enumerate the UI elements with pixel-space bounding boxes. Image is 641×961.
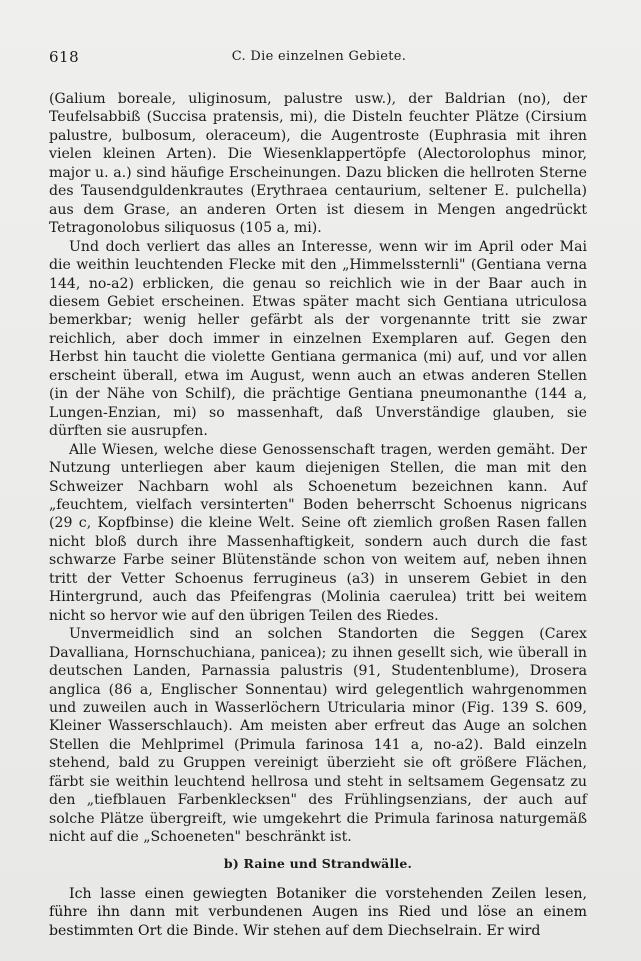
paragraph-2: Und doch verliert das alles an Interesse, wenn wir im April oder Mai die weithin leuchtenden Flecke mit den „Himmelssternli" (Gentiana verna 144, no-a2) erblicken, die genau so reichlich wie in der Baar auch in diesem Gebiet erscheinen. Etwas später macht sich Gentiana utriculosa bemerkbar; wenig heller gefärbt als der vorgenannte tritt sie zwar reichlich, aber doch immer in einzelnen Exemplaren auf. Gegen den Herbst hin taucht die violette Gentiana germanica (mi) auf, und vor allen erscheint überall, etwa im August, wenn auch an etwas anderen Stellen (in der Nähe von Schilf), die prächtige Gentiana pneumonanthe (144 a, Lungen-Enzian, mi) so massenhaft, daß Unverständige glauben, sie dürften sie ausrupfen.: [49, 238, 587, 440]
paragraph-5: Ich lasse einen gewiegten Botaniker die vorstehenden Zeilen lesen, führe ihn dann mit verbundenen Augen ins Ried und löse an einem bestimmten Ort die Binde. Wir stehen auf dem Diechselrain. Er wird: [49, 886, 587, 939]
running-title: C. Die einzelnen Gebiete.: [231, 49, 407, 64]
page-number: 618: [49, 48, 80, 66]
paragraph-1: (Galium boreale, uliginosum, palustre usw.), der Baldrian (no), der Teufelsabbiß (Succisa pratensis, mi), die Disteln feuchter Plätze (Cirsium palustre, bulbosum, oleraceum), die Augentroste (Euphrasia mit ihren vielen kleinen Arten). Die Wiesenklappertöpfe (Alectorolophus minor, major u. a.) sind häufige Erscheinungen. Dazu blicken die hellroten Sterne des Tausendguldenkrautes (Erythraea centaurium, seltener E. pulchella) aus dem Grase, an anderen Orten ist diesem in Mengen angedrückt Tetragonolobus siliquosus (105 a, mi).: [49, 91, 587, 237]
paragraph-3: Alle Wiesen, welche diese Genossenschaft tragen, werden gemäht. Der Nutzung unterliegen aber kaum diejenigen Stellen, die man mit den Schweizer Nachbarn wohl als Schoenetum bezeichnen kann. Auf „feuchtem, vielfach versinterten" Boden beherrscht Schoenus nigricans (29 c, Kopfbinse) die kleine Welt. Seine oft ziemlich großen Rasen fallen nicht bloß durch ihre Massenhaftigkeit, sondern auch durch die fast schwarze Farbe seiner Blütenstände schon von weitem auf, neben ihnen tritt der Vetter Schoenus ferrugineus (a3) in unserem Gebiet in den Hintergrund, auch das Pfeifengras (Molinia caerulea) tritt bei weitem nicht so hervor wie auf den übrigen Teilen des Riedes.: [49, 441, 587, 624]
section-heading: b) Raine und Strandwälle.: [223, 855, 413, 871]
paragraph-4: Unvermeidlich sind an solchen Standorten die Seggen (Carex Davalliana, Hornschuchiana, panicea); zu ihnen gesellt sich, wie überall in deutschen Landen, Parnassia palustris (91, Studentenblume), Drosera anglica (86 a, Englischer Sonnentau) wird gelegentlich wahrgenommen und zuweilen auch in Wasserlöchern Utricularia minor (Fig. 139 S. 609, Kleiner Wasserschlauch). Am meisten aber erfreut das Auge an solchen Stellen die Mehlprimel (Primula farinosa 141 a, no-a2). Bald einzeln stehend, bald zu Gruppen vereinigt überzieht sie oft größere Flächen, färbt sie weithin leuchtend hellrosa und steht in seltsamem Gegensatz zu den „tiefblauen Farbenklecksen" des Frühlingsenzians, der auch auf solche Plätze übergreift, wie umgekehrt die Primula farinosa naturgemäß nicht auf die „Schoeneten" beschränkt ist.: [49, 626, 587, 846]
body-text: [49, 90, 587, 940]
page-header: [49, 48, 589, 68]
